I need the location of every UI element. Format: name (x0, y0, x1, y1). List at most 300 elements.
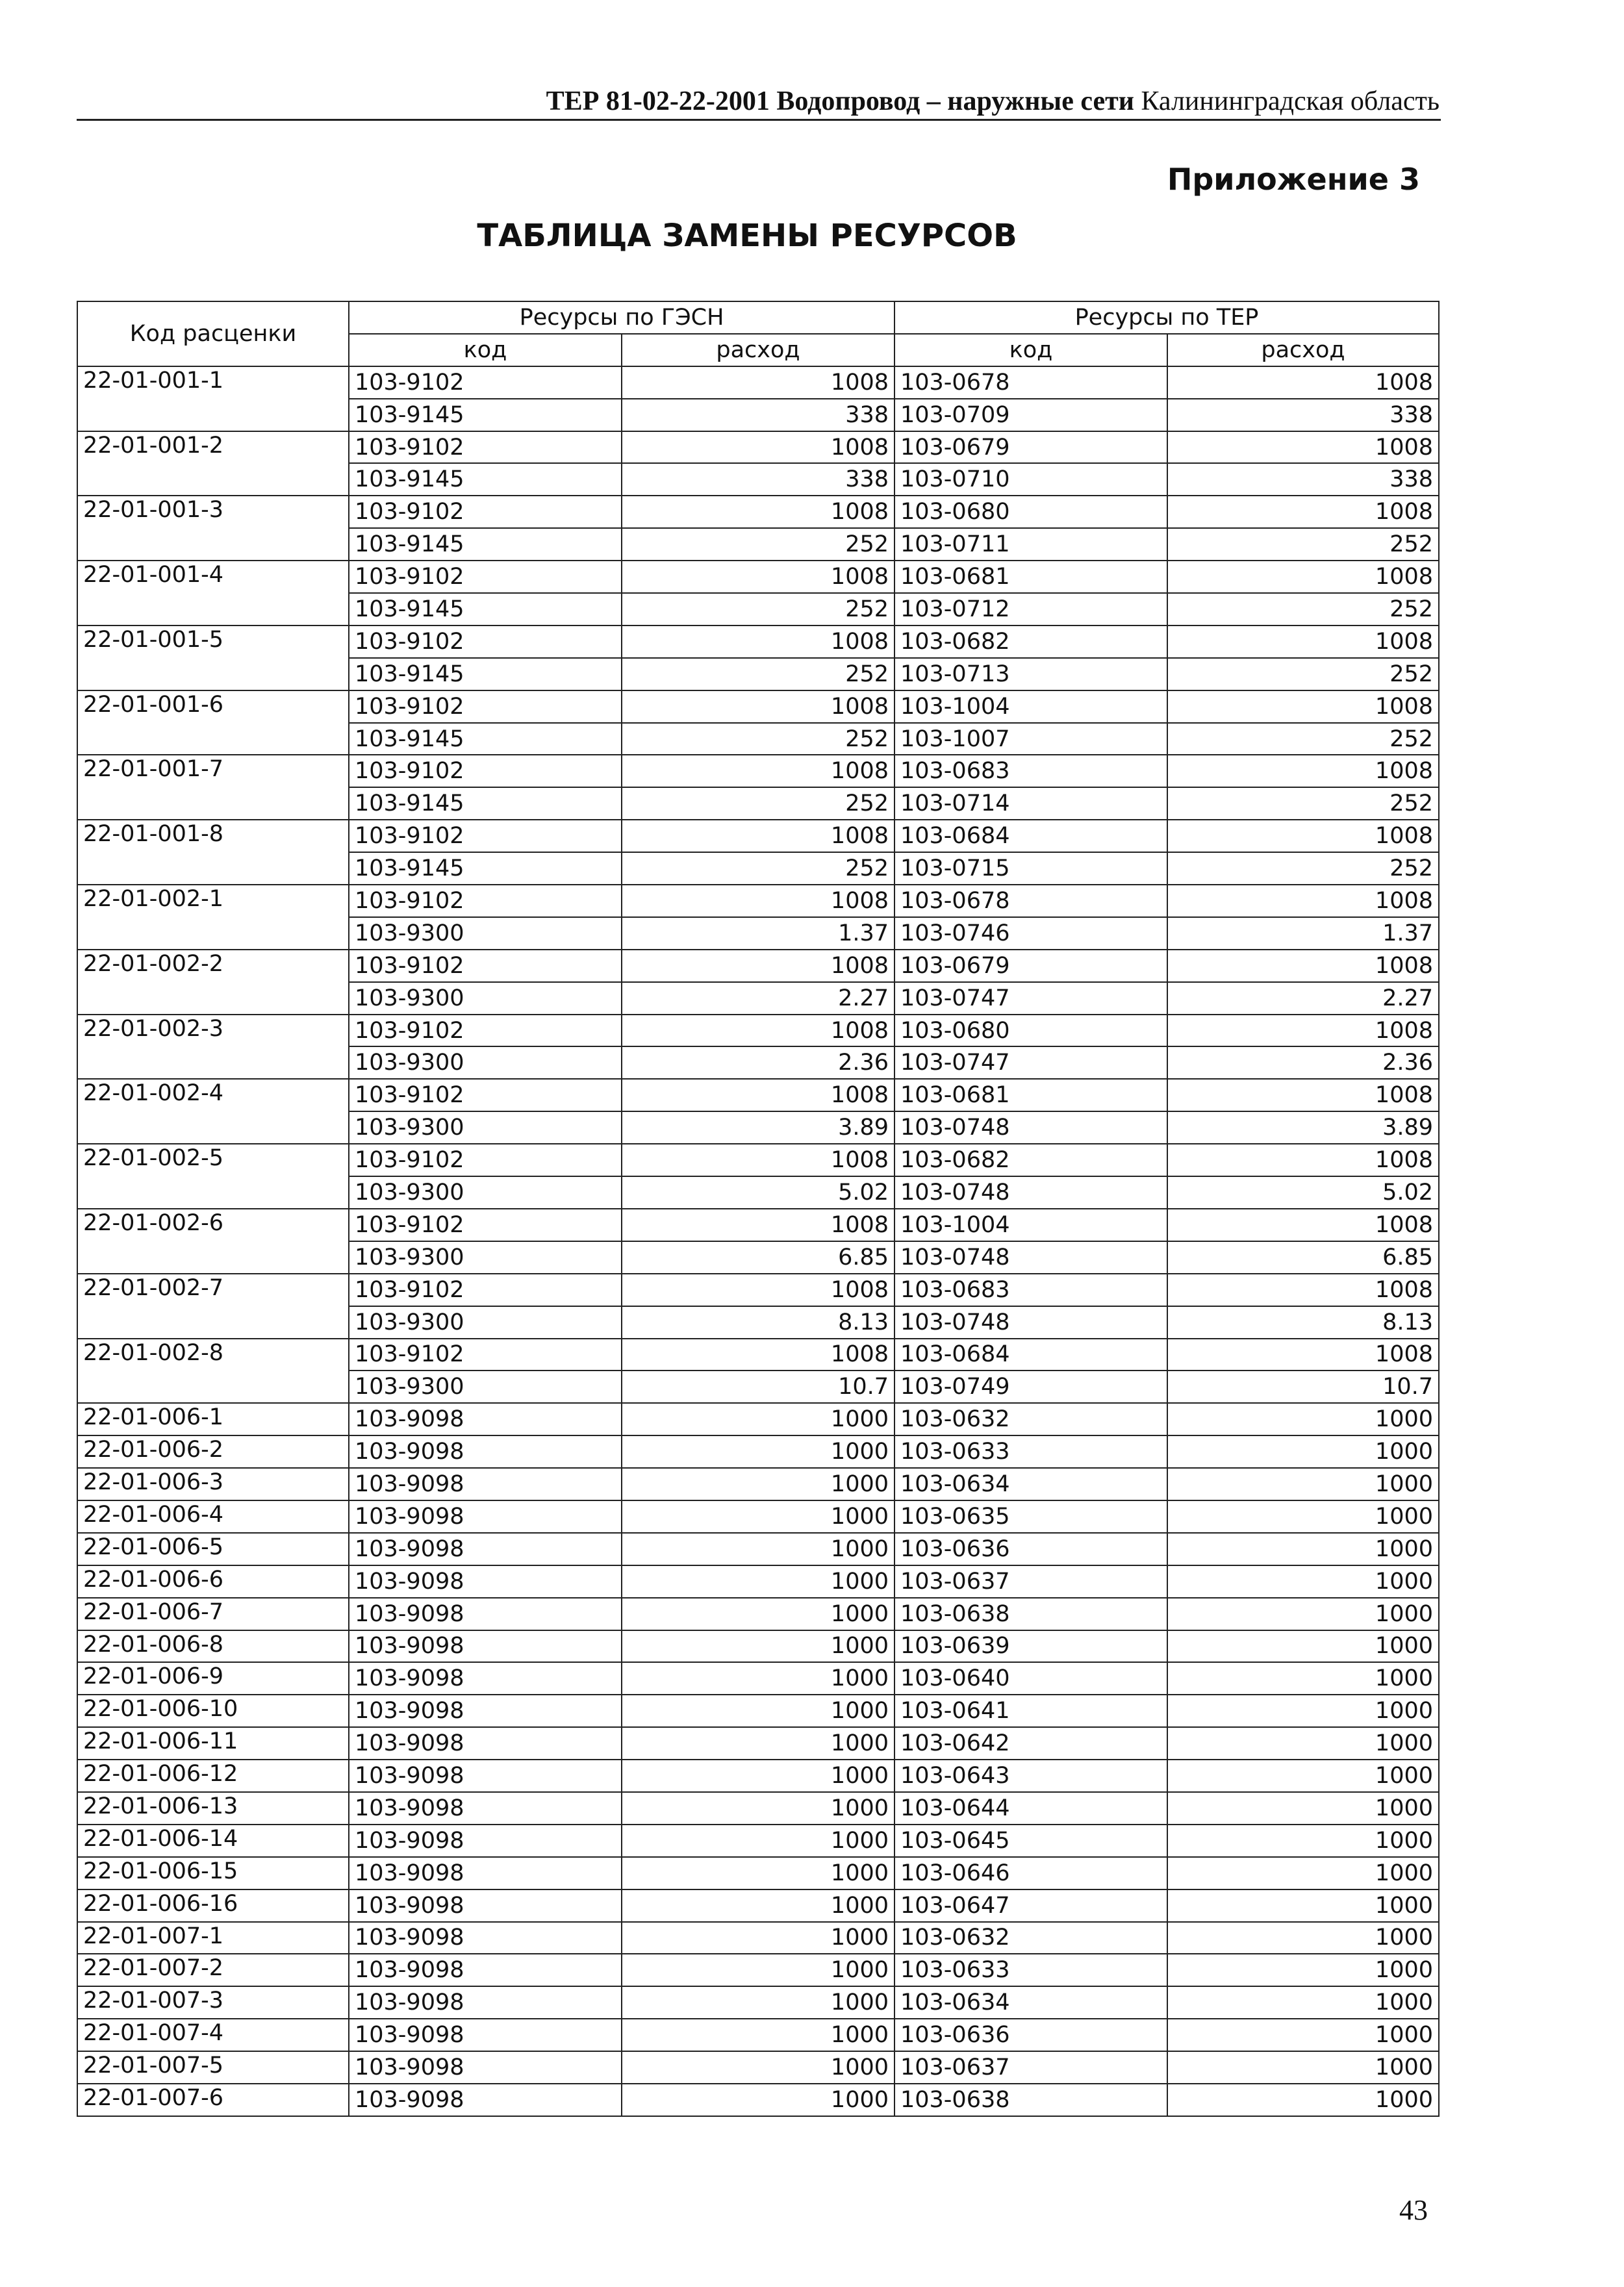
ter-consumption-cell: 1000 (1167, 1403, 1439, 1435)
gesn-consumption-cell: 2.27 (622, 982, 894, 1015)
gesn-code-cell: 103-9098 (349, 1954, 622, 1986)
ter-consumption-cell: 1008 (1167, 625, 1439, 658)
gesn-code-cell: 103-9102 (349, 1015, 622, 1047)
gesn-consumption-cell: 252 (622, 593, 894, 625)
table-row (77, 1857, 1439, 1889)
gesn-code-cell: 103-9098 (349, 1792, 622, 1825)
gesn-code-cell: 103-9300 (349, 917, 622, 950)
ter-consumption-cell: 1008 (1167, 496, 1439, 528)
gesn-consumption-cell: 252 (622, 787, 894, 820)
page-number: 43 (1399, 2194, 1428, 2226)
column-header-ter-code: код (894, 334, 1167, 366)
gesn-code-cell: 103-9300 (349, 1111, 622, 1144)
table-row (77, 1079, 1439, 1111)
gesn-consumption-cell: 1000 (622, 1760, 894, 1792)
rate-code-cell: 22-01-002-3 (77, 1015, 349, 1080)
gesn-code-cell: 103-9102 (349, 1274, 622, 1306)
gesn-code-cell: 103-9300 (349, 1306, 622, 1339)
table-row (77, 561, 1439, 593)
table-row (77, 2084, 1439, 2116)
table-row (77, 1565, 1439, 1598)
rate-code-cell: 22-01-006-8 (77, 1630, 349, 1663)
ter-consumption-cell: 252 (1167, 593, 1439, 625)
gesn-code-cell: 103-9098 (349, 1598, 622, 1630)
column-header-ter-consumption: расход (1167, 334, 1439, 366)
table-row (77, 625, 1439, 658)
ter-code-cell: 103-0749 (894, 1371, 1167, 1403)
ter-consumption-cell: 1000 (1167, 1792, 1439, 1825)
gesn-code-cell: 103-9300 (349, 1176, 622, 1209)
table-row (77, 1662, 1439, 1695)
gesn-code-cell: 103-9098 (349, 1468, 622, 1500)
gesn-code-cell: 103-9145 (349, 463, 622, 496)
table-row (77, 885, 1439, 917)
gesn-consumption-cell: 1008 (622, 431, 894, 464)
ter-code-cell: 103-0645 (894, 1825, 1167, 1857)
rate-code-cell: 22-01-006-3 (77, 1468, 349, 1500)
ter-consumption-cell: 1008 (1167, 1015, 1439, 1047)
gesn-consumption-cell: 1000 (622, 1403, 894, 1435)
ter-code-cell: 103-0679 (894, 431, 1167, 464)
gesn-consumption-cell: 1000 (622, 1922, 894, 1954)
ter-consumption-cell: 1000 (1167, 2051, 1439, 2084)
ter-code-cell: 103-0684 (894, 1339, 1167, 1371)
rate-code-cell: 22-01-002-6 (77, 1209, 349, 1274)
ter-consumption-cell: 1000 (1167, 1468, 1439, 1500)
gesn-code-cell: 103-9098 (349, 1889, 622, 1922)
gesn-code-cell: 103-9300 (349, 1046, 622, 1079)
ter-code-cell: 103-0680 (894, 1015, 1167, 1047)
ter-code-cell: 103-0683 (894, 1274, 1167, 1306)
ter-code-cell: 103-0747 (894, 1046, 1167, 1079)
ter-consumption-cell: 1000 (1167, 1922, 1439, 1954)
ter-consumption-cell: 1000 (1167, 2019, 1439, 2051)
table-row (77, 1986, 1439, 2019)
rate-code-cell: 22-01-007-6 (77, 2084, 349, 2116)
gesn-consumption-cell: 3.89 (622, 1111, 894, 1144)
table-row (77, 820, 1439, 852)
ter-consumption-cell: 1008 (1167, 1144, 1439, 1176)
ter-consumption-cell: 1000 (1167, 1889, 1439, 1922)
table-row (77, 1695, 1439, 1727)
gesn-code-cell: 103-9102 (349, 690, 622, 723)
table-row (77, 1954, 1439, 1986)
ter-code-cell: 103-0684 (894, 820, 1167, 852)
table-row (77, 1825, 1439, 1857)
gesn-consumption-cell: 1008 (622, 496, 894, 528)
ter-consumption-cell: 1000 (1167, 1435, 1439, 1468)
ter-consumption-cell: 2.27 (1167, 982, 1439, 1015)
gesn-code-cell: 103-9102 (349, 1339, 622, 1371)
ter-code-cell: 103-0678 (894, 366, 1167, 399)
ter-code-cell: 103-1004 (894, 1209, 1167, 1241)
gesn-code-cell: 103-9102 (349, 625, 622, 658)
rate-code-cell: 22-01-001-3 (77, 496, 349, 561)
gesn-code-cell: 103-9102 (349, 1079, 622, 1111)
gesn-consumption-cell: 1008 (622, 820, 894, 852)
gesn-consumption-cell: 1000 (622, 1500, 894, 1533)
ter-consumption-cell: 1000 (1167, 1986, 1439, 2019)
gesn-consumption-cell: 1008 (622, 885, 894, 917)
gesn-code-cell: 103-9300 (349, 1371, 622, 1403)
ter-code-cell: 103-0711 (894, 528, 1167, 561)
table-title: ТАБЛИЦА ЗАМЕНЫ РЕСУРСОВ (477, 218, 1017, 254)
rate-code-cell: 22-01-006-14 (77, 1825, 349, 1857)
gesn-consumption-cell: 1008 (622, 1079, 894, 1111)
ter-consumption-cell: 338 (1167, 399, 1439, 431)
gesn-code-cell: 103-9145 (349, 787, 622, 820)
rate-code-cell: 22-01-001-1 (77, 366, 349, 431)
gesn-code-cell: 103-9102 (349, 366, 622, 399)
column-group-ter: Ресурсы по ТЕР (894, 301, 1439, 334)
table-row (77, 950, 1439, 982)
ter-code-cell: 103-0633 (894, 1435, 1167, 1468)
gesn-consumption-cell: 252 (622, 528, 894, 561)
gesn-code-cell: 103-9098 (349, 1630, 622, 1663)
ter-code-cell: 103-0644 (894, 1792, 1167, 1825)
gesn-code-cell: 103-9102 (349, 496, 622, 528)
column-group-gesn: Ресурсы по ГЭСН (349, 301, 894, 334)
gesn-consumption-cell: 1000 (622, 1598, 894, 1630)
column-header-rate-code: Код расценки (77, 301, 349, 366)
table-row (77, 431, 1439, 464)
ter-consumption-cell: 1000 (1167, 1598, 1439, 1630)
ter-code-cell: 103-0632 (894, 1403, 1167, 1435)
gesn-code-cell: 103-9098 (349, 1500, 622, 1533)
ter-consumption-cell: 1000 (1167, 1695, 1439, 1727)
ter-consumption-cell: 6.85 (1167, 1241, 1439, 1274)
ter-code-cell: 103-0679 (894, 950, 1167, 982)
ter-consumption-cell: 1000 (1167, 1500, 1439, 1533)
table-header-row (77, 301, 1439, 334)
ter-code-cell: 103-0748 (894, 1241, 1167, 1274)
gesn-code-cell: 103-9102 (349, 431, 622, 464)
ter-consumption-cell: 1000 (1167, 1954, 1439, 1986)
ter-consumption-cell: 1000 (1167, 1662, 1439, 1695)
gesn-consumption-cell: 1000 (622, 1630, 894, 1663)
table-row (77, 1598, 1439, 1630)
rate-code-cell: 22-01-001-7 (77, 755, 349, 820)
ter-consumption-cell: 2.36 (1167, 1046, 1439, 1079)
ter-consumption-cell: 1000 (1167, 1857, 1439, 1889)
ter-consumption-cell: 1008 (1167, 431, 1439, 464)
table-row (77, 2051, 1439, 2084)
table-row (77, 1760, 1439, 1792)
ter-consumption-cell: 252 (1167, 723, 1439, 755)
table-row (77, 1500, 1439, 1533)
gesn-code-cell: 103-9102 (349, 1144, 622, 1176)
ter-code-cell: 103-0643 (894, 1760, 1167, 1792)
rate-code-cell: 22-01-006-4 (77, 1500, 349, 1533)
ter-code-cell: 103-0646 (894, 1857, 1167, 1889)
rate-code-cell: 22-01-006-9 (77, 1662, 349, 1695)
rate-code-cell: 22-01-006-2 (77, 1435, 349, 1468)
ter-code-cell: 103-0637 (894, 1565, 1167, 1598)
gesn-consumption-cell: 338 (622, 463, 894, 496)
gesn-consumption-cell: 1000 (622, 1825, 894, 1857)
rate-code-cell: 22-01-006-16 (77, 1889, 349, 1922)
table-row (77, 1339, 1439, 1371)
gesn-consumption-cell: 1008 (622, 1339, 894, 1371)
column-header-gesn-consumption: расход (622, 334, 894, 366)
table-row (77, 1403, 1439, 1435)
running-header (77, 86, 1440, 117)
table-row (77, 1144, 1439, 1176)
ter-consumption-cell: 1000 (1167, 1825, 1439, 1857)
gesn-consumption-cell: 1000 (622, 1565, 894, 1598)
rate-code-cell: 22-01-002-2 (77, 950, 349, 1015)
gesn-code-cell: 103-9102 (349, 561, 622, 593)
ter-consumption-cell: 252 (1167, 787, 1439, 820)
table-row (77, 1209, 1439, 1241)
ter-consumption-cell: 1008 (1167, 561, 1439, 593)
gesn-code-cell: 103-9145 (349, 658, 622, 690)
gesn-code-cell: 103-9098 (349, 1533, 622, 1565)
gesn-consumption-cell: 1000 (622, 1695, 894, 1727)
gesn-code-cell: 103-9102 (349, 950, 622, 982)
rate-code-cell: 22-01-006-12 (77, 1760, 349, 1792)
gesn-code-cell: 103-9098 (349, 1857, 622, 1889)
ter-code-cell: 103-0642 (894, 1727, 1167, 1760)
ter-consumption-cell: 1000 (1167, 1630, 1439, 1663)
ter-consumption-cell: 1.37 (1167, 917, 1439, 950)
ter-code-cell: 103-0682 (894, 1144, 1167, 1176)
region-name: Калининградская область (1141, 86, 1440, 116)
ter-code-cell: 103-0748 (894, 1111, 1167, 1144)
gesn-code-cell: 103-9098 (349, 1435, 622, 1468)
rate-code-cell: 22-01-002-7 (77, 1274, 349, 1339)
ter-consumption-cell: 1000 (1167, 2084, 1439, 2116)
ter-code-cell: 103-0747 (894, 982, 1167, 1015)
ter-consumption-cell: 5.02 (1167, 1176, 1439, 1209)
gesn-consumption-cell: 10.7 (622, 1371, 894, 1403)
gesn-consumption-cell: 1000 (622, 1889, 894, 1922)
ter-code-cell: 103-0748 (894, 1306, 1167, 1339)
rate-code-cell: 22-01-002-5 (77, 1144, 349, 1209)
ter-consumption-cell: 1008 (1167, 885, 1439, 917)
gesn-code-cell: 103-9145 (349, 723, 622, 755)
ter-code-cell: 103-0636 (894, 2019, 1167, 2051)
rate-code-cell: 22-01-001-5 (77, 625, 349, 690)
ter-consumption-cell: 1000 (1167, 1565, 1439, 1598)
table-row (77, 1922, 1439, 1954)
gesn-code-cell: 103-9098 (349, 2019, 622, 2051)
rate-code-cell: 22-01-006-6 (77, 1565, 349, 1598)
gesn-code-cell: 103-9102 (349, 755, 622, 787)
ter-code-cell: 103-0647 (894, 1889, 1167, 1922)
table-row (77, 496, 1439, 528)
rate-code-cell: 22-01-007-3 (77, 1986, 349, 2019)
rate-code-cell: 22-01-001-8 (77, 820, 349, 885)
ter-consumption-cell: 1008 (1167, 1079, 1439, 1111)
ter-code-cell: 103-0681 (894, 1079, 1167, 1111)
table-row (77, 1015, 1439, 1047)
ter-code-cell: 103-0634 (894, 1468, 1167, 1500)
gesn-code-cell: 103-9098 (349, 1662, 622, 1695)
table-row (77, 1435, 1439, 1468)
gesn-consumption-cell: 1000 (622, 1435, 894, 1468)
gesn-consumption-cell: 1008 (622, 366, 894, 399)
gesn-code-cell: 103-9098 (349, 1403, 622, 1435)
ter-code-cell: 103-0748 (894, 1176, 1167, 1209)
gesn-consumption-cell: 1.37 (622, 917, 894, 950)
rate-code-cell: 22-01-001-6 (77, 690, 349, 755)
ter-consumption-cell: 10.7 (1167, 1371, 1439, 1403)
gesn-consumption-cell: 2.36 (622, 1046, 894, 1079)
gesn-consumption-cell: 1000 (622, 1857, 894, 1889)
ter-code-cell: 103-0636 (894, 1533, 1167, 1565)
ter-consumption-cell: 338 (1167, 463, 1439, 496)
gesn-code-cell: 103-9145 (349, 852, 622, 885)
ter-code-cell: 103-1004 (894, 690, 1167, 723)
gesn-consumption-cell: 1008 (622, 1274, 894, 1306)
gesn-consumption-cell: 1000 (622, 1468, 894, 1500)
ter-consumption-cell: 1008 (1167, 950, 1439, 982)
gesn-consumption-cell: 1008 (622, 690, 894, 723)
ter-code-cell: 103-0634 (894, 1986, 1167, 2019)
gesn-code-cell: 103-9098 (349, 2084, 622, 2116)
gesn-code-cell: 103-9300 (349, 982, 622, 1015)
table-body (77, 366, 1439, 2116)
rate-code-cell: 22-01-006-13 (77, 1792, 349, 1825)
ter-code-cell: 103-0709 (894, 399, 1167, 431)
rate-code-cell: 22-01-006-10 (77, 1695, 349, 1727)
ter-code-cell: 103-0682 (894, 625, 1167, 658)
table-row (77, 755, 1439, 787)
rate-code-cell: 22-01-006-5 (77, 1533, 349, 1565)
gesn-consumption-cell: 1008 (622, 950, 894, 982)
rate-code-cell: 22-01-002-1 (77, 885, 349, 950)
table-row (77, 1468, 1439, 1500)
ter-code-cell: 103-0633 (894, 1954, 1167, 1986)
ter-consumption-cell: 1000 (1167, 1760, 1439, 1792)
ter-consumption-cell: 1008 (1167, 1209, 1439, 1241)
table-row (77, 1630, 1439, 1663)
gesn-consumption-cell: 1008 (622, 1144, 894, 1176)
ter-code-cell: 103-1007 (894, 723, 1167, 755)
appendix-label: Приложение 3 (1167, 162, 1420, 197)
ter-code-cell: 103-0641 (894, 1695, 1167, 1727)
rate-code-cell: 22-01-006-15 (77, 1857, 349, 1889)
document-title: ТЕР 81-02-22-2001 Водопровод – наружные сети (546, 86, 1134, 116)
table-row (77, 366, 1439, 399)
ter-code-cell: 103-0637 (894, 2051, 1167, 2084)
gesn-consumption-cell: 1000 (622, 1954, 894, 1986)
gesn-consumption-cell: 1000 (622, 1727, 894, 1760)
gesn-consumption-cell: 1008 (622, 1209, 894, 1241)
gesn-code-cell: 103-9098 (349, 1565, 622, 1598)
table-row (77, 1274, 1439, 1306)
ter-consumption-cell: 1008 (1167, 755, 1439, 787)
gesn-consumption-cell: 5.02 (622, 1176, 894, 1209)
ter-code-cell: 103-0714 (894, 787, 1167, 820)
ter-consumption-cell: 1008 (1167, 1274, 1439, 1306)
gesn-consumption-cell: 1000 (622, 1986, 894, 2019)
column-header-gesn-code: код (349, 334, 622, 366)
ter-code-cell: 103-0746 (894, 917, 1167, 950)
gesn-code-cell: 103-9300 (349, 1241, 622, 1274)
resource-replacement-table (77, 301, 1440, 2117)
table-row (77, 690, 1439, 723)
gesn-consumption-cell: 1000 (622, 1792, 894, 1825)
ter-consumption-cell: 3.89 (1167, 1111, 1439, 1144)
gesn-code-cell: 103-9102 (349, 820, 622, 852)
rate-code-cell: 22-01-002-8 (77, 1339, 349, 1404)
rate-code-cell: 22-01-007-1 (77, 1922, 349, 1954)
ter-code-cell: 103-0710 (894, 463, 1167, 496)
gesn-consumption-cell: 1000 (622, 2084, 894, 2116)
ter-consumption-cell: 252 (1167, 658, 1439, 690)
ter-code-cell: 103-0712 (894, 593, 1167, 625)
gesn-code-cell: 103-9102 (349, 885, 622, 917)
gesn-consumption-cell: 1008 (622, 625, 894, 658)
ter-consumption-cell: 8.13 (1167, 1306, 1439, 1339)
gesn-code-cell: 103-9098 (349, 1922, 622, 1954)
gesn-consumption-cell: 1000 (622, 1533, 894, 1565)
rate-code-cell: 22-01-002-4 (77, 1079, 349, 1144)
ter-code-cell: 103-0713 (894, 658, 1167, 690)
ter-code-cell: 103-0640 (894, 1662, 1167, 1695)
rate-code-cell: 22-01-007-2 (77, 1954, 349, 1986)
gesn-code-cell: 103-9098 (349, 1760, 622, 1792)
table-row (77, 1889, 1439, 1922)
gesn-consumption-cell: 1008 (622, 755, 894, 787)
ter-consumption-cell: 1008 (1167, 690, 1439, 723)
ter-code-cell: 103-0638 (894, 1598, 1167, 1630)
gesn-consumption-cell: 1008 (622, 561, 894, 593)
rate-code-cell: 22-01-006-7 (77, 1598, 349, 1630)
ter-code-cell: 103-0680 (894, 496, 1167, 528)
gesn-consumption-cell: 1000 (622, 2051, 894, 2084)
gesn-code-cell: 103-9098 (349, 2051, 622, 2084)
gesn-consumption-cell: 1008 (622, 1015, 894, 1047)
gesn-consumption-cell: 252 (622, 658, 894, 690)
table-row (77, 1727, 1439, 1760)
rate-code-cell: 22-01-001-4 (77, 561, 349, 625)
ter-consumption-cell: 252 (1167, 528, 1439, 561)
rate-code-cell: 22-01-006-1 (77, 1403, 349, 1435)
ter-code-cell: 103-0681 (894, 561, 1167, 593)
gesn-code-cell: 103-9098 (349, 1695, 622, 1727)
gesn-consumption-cell: 252 (622, 852, 894, 885)
ter-consumption-cell: 1008 (1167, 1339, 1439, 1371)
ter-consumption-cell: 252 (1167, 852, 1439, 885)
gesn-consumption-cell: 252 (622, 723, 894, 755)
gesn-code-cell: 103-9145 (349, 593, 622, 625)
gesn-consumption-cell: 8.13 (622, 1306, 894, 1339)
table-row (77, 1533, 1439, 1565)
ter-consumption-cell: 1000 (1167, 1533, 1439, 1565)
ter-consumption-cell: 1000 (1167, 1727, 1439, 1760)
gesn-code-cell: 103-9098 (349, 1825, 622, 1857)
header-rule (77, 119, 1441, 121)
ter-consumption-cell: 1008 (1167, 820, 1439, 852)
rate-code-cell: 22-01-007-4 (77, 2019, 349, 2051)
gesn-code-cell: 103-9098 (349, 1986, 622, 2019)
ter-code-cell: 103-0632 (894, 1922, 1167, 1954)
rate-code-cell: 22-01-007-5 (77, 2051, 349, 2084)
gesn-code-cell: 103-9145 (349, 528, 622, 561)
ter-code-cell: 103-0635 (894, 1500, 1167, 1533)
rate-code-cell: 22-01-006-11 (77, 1727, 349, 1760)
gesn-consumption-cell: 1000 (622, 1662, 894, 1695)
gesn-consumption-cell: 1000 (622, 2019, 894, 2051)
rate-code-cell: 22-01-001-2 (77, 431, 349, 496)
gesn-consumption-cell: 6.85 (622, 1241, 894, 1274)
gesn-consumption-cell: 338 (622, 399, 894, 431)
ter-code-cell: 103-0639 (894, 1630, 1167, 1663)
ter-code-cell: 103-0715 (894, 852, 1167, 885)
